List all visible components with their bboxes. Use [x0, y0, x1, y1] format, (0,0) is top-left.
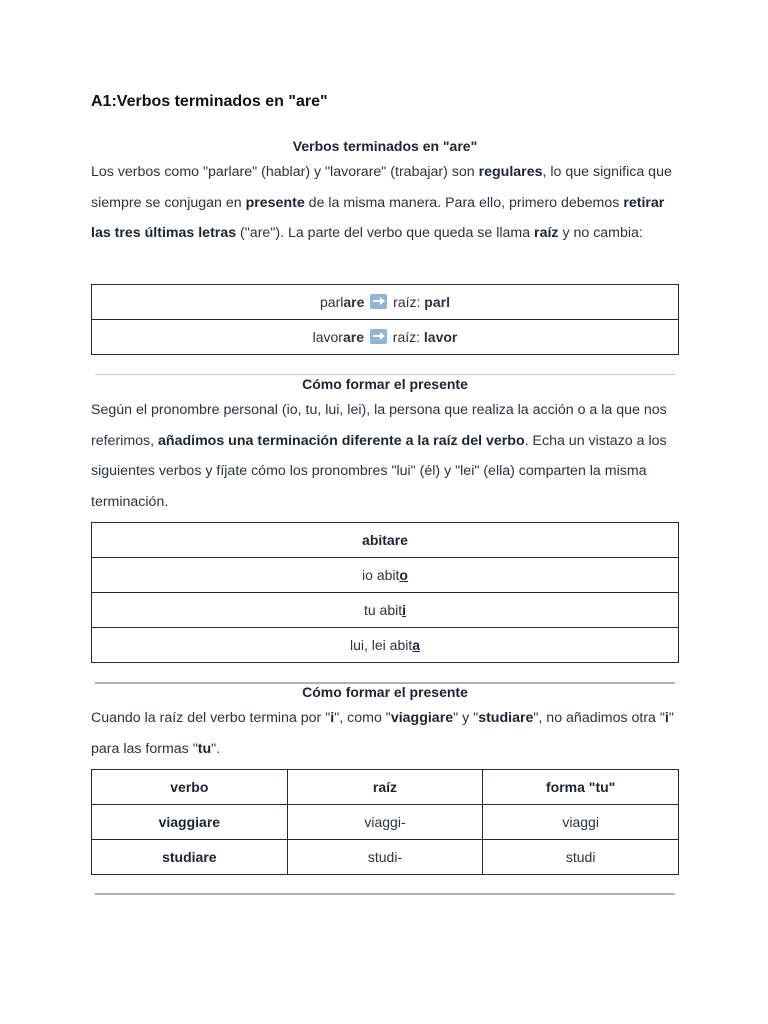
text-run: ", como " [334, 710, 391, 726]
verbs-table [91, 769, 679, 875]
ending-text: are [343, 294, 365, 310]
table-cell: lavorare raíz: lavor [92, 320, 679, 355]
text-run: ("are"). La parte del verbo que queda se llama [236, 225, 535, 241]
table-cell: tu abiti [92, 593, 679, 628]
presente-paragraph [91, 395, 679, 517]
page-title: A1:Verbos terminados en "are" [91, 93, 328, 110]
section-heading-presente: Cómo formar el presente [302, 376, 468, 392]
root-text: parl [424, 294, 450, 310]
text-run: " para las formas " [91, 710, 674, 757]
table-cell: lui, lei abita [92, 628, 679, 663]
text-run: ", no añadimos otra " [533, 710, 665, 726]
text-run: . Echa un vistazo a los siguientes verbos y fíjate cómo los pronombres "lui" (él) y "lei" (ella) comparten la misma terminación. [91, 432, 667, 510]
bold-text: raíz [534, 225, 559, 241]
table-header-cell: raíz [287, 770, 483, 805]
table-header-row [92, 770, 679, 805]
text-run: Los verbos como "parlare" (hablar) y "lavorare" (trabajar) son [91, 164, 479, 180]
bold-text: añadimos una terminación diferente a la raíz del verbo [158, 432, 525, 449]
section-heading-verbos: Verbos terminados en "are" [292, 138, 478, 154]
table-cell: viaggi- [287, 805, 483, 840]
text-run: Según el pronombre personal (io, tu, lui, lei), la persona que realiza la acción o a la que nos referimos, [91, 402, 667, 449]
bold-text: viaggiare [390, 710, 454, 726]
table-header-cell: abitare [92, 523, 679, 558]
table-row [92, 805, 679, 840]
text-run: ". [211, 740, 221, 757]
ending-text: o [399, 567, 408, 583]
ending-text: i [402, 602, 407, 618]
table-cell: studi- [287, 840, 483, 875]
bold-text: i [664, 710, 669, 726]
table-row [92, 558, 679, 593]
table-cell: viaggi [483, 805, 679, 840]
table-cell: studiare [92, 840, 288, 875]
section-divider [95, 893, 675, 895]
arrow-right-icon [370, 329, 387, 344]
intro-paragraph [91, 157, 679, 249]
table-cell: viaggiare [92, 805, 288, 840]
table-row [92, 628, 679, 663]
text-run: Cuando la raíz del verbo termina por " [91, 710, 331, 726]
table-cell: studi [483, 840, 679, 875]
conjugation-table [91, 522, 679, 663]
section-heading-presente-2: Cómo formar el presente [302, 684, 468, 700]
table-row [92, 285, 679, 320]
table-header-cell: forma "tu" [483, 770, 679, 805]
table-row [92, 840, 679, 875]
table-row [92, 593, 679, 628]
table-row [92, 320, 679, 355]
bold-text: studiare [478, 710, 534, 726]
table-header-cell: verbo [92, 770, 288, 805]
ending-text: a [412, 637, 421, 653]
bold-text: tu [197, 740, 212, 757]
raiz-i-paragraph [91, 703, 679, 764]
arrow-right-icon [370, 294, 387, 309]
root-table [91, 284, 679, 355]
table-header-row [92, 523, 679, 558]
text-run: , lo que significa que siempre se conjugan en [91, 164, 672, 211]
text-run: " y " [453, 710, 479, 726]
text-run: y no cambia: [558, 225, 643, 241]
text-run: de la misma manera. Para ello, primero debemos [304, 194, 624, 211]
bold-text: i [330, 710, 335, 726]
root-text: lavor [423, 329, 458, 345]
bold-text: presente [245, 194, 305, 211]
bold-text: regulares [478, 164, 543, 180]
bold-text: retirar las tres últimas letras [91, 194, 665, 241]
table-cell: io abito [92, 558, 679, 593]
table-cell: parlare raíz: parl [92, 285, 679, 320]
ending-text: are [342, 329, 364, 345]
